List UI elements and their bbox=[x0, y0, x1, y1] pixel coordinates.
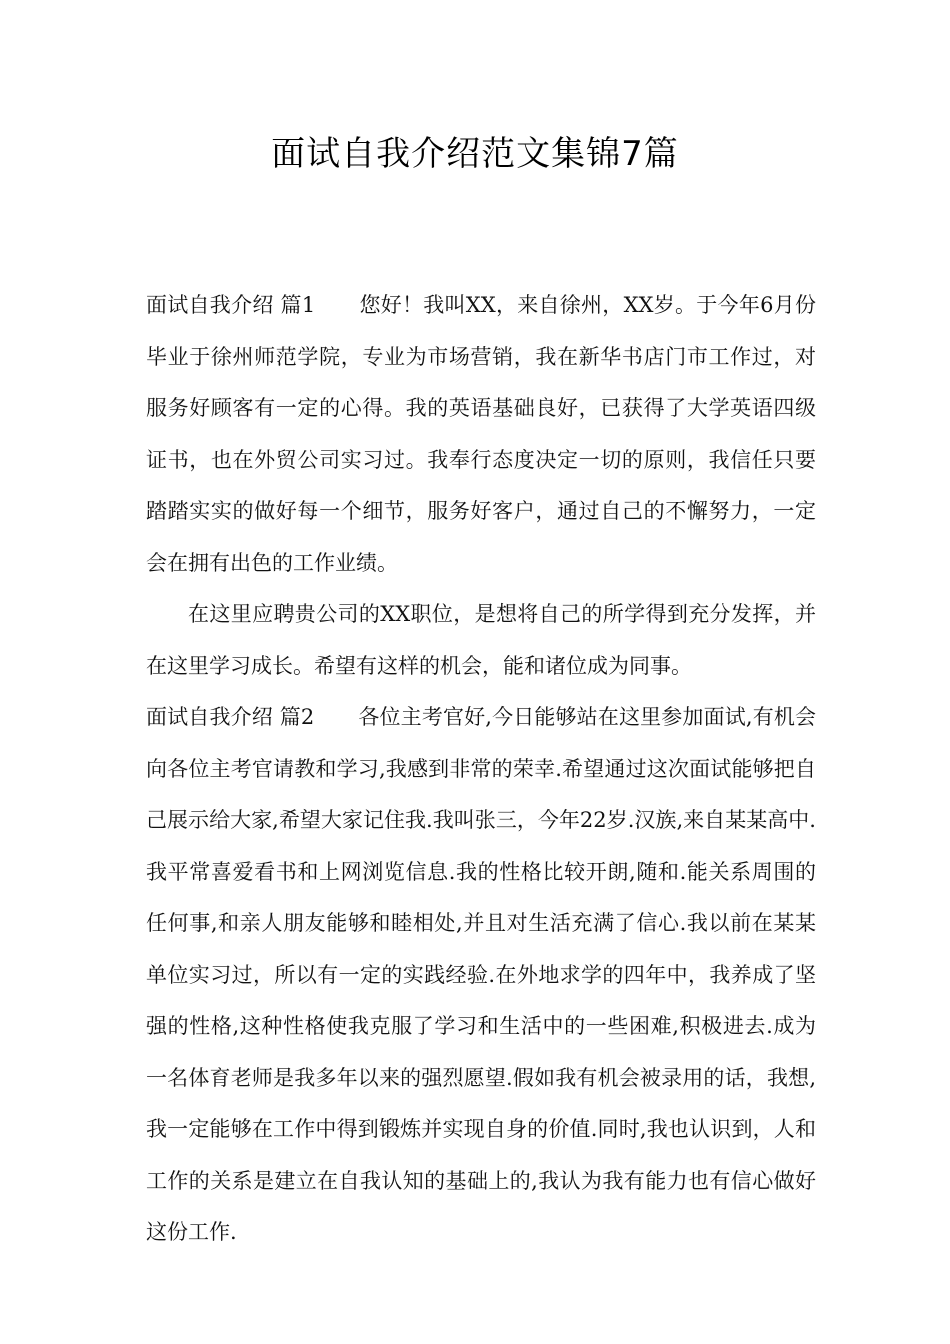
section-1-heading: 面试自我介绍 篇1 bbox=[146, 293, 316, 317]
document-title: 面试自我介绍范文集锦7篇 bbox=[271, 134, 679, 174]
section-1-paragraph-1: 您好！我叫XX，来自徐州，XX岁。于今年6月份毕业于徐州师范学院，专业为市场营销，我在新华书店门市工作过，对服务好顾客有一定的心得。我的英语基础良好，已获得了大学英语四级证书，也在外贸公司实习过。我奉行态度决定一切的原则，我信任只要踏踏实实的做好每一个细节，服务好客户，通过自己的不懈努力，一定会在拥有出色的工作业绩。 bbox=[146, 293, 816, 575]
section-2-heading: 面试自我介绍 篇2 bbox=[146, 705, 315, 729]
section-2-paragraph-1: 各位主考官好,今日能够站在这里参加面试,有机会向各位主考官请教和学习,我感到非常的荣幸.希望通过这次面试能够把自己展示给大家,希望大家记住我.我叫张三，今年22岁.汉族,来自某某高中.我平常喜爱看书和上网浏览信息.我的性格比较开朗,随和.能关系周围的任何事,和亲人朋友能够和睦相处,并且对生活充满了信心.我以前在某某单位实习过，所以有一定的实践经验.在外地求学的四年中，我养成了坚强的性格,这种性格使我克服了学习和生活中的一些困难,积极进去.成为一名体育老师是我多年以来的强烈愿望.假如我有机会被录用的话，我想,我一定能够在工作中得到锻炼并实现自身的价值.同时,我也认识到，人和工作的关系是建立在自我认知的基础上的,我认为我有能力也有信心做好这份工作. bbox=[146, 705, 816, 1244]
section-2-first-paragraph bbox=[146, 692, 816, 1259]
section-1-first-paragraph bbox=[146, 280, 816, 589]
document-body bbox=[146, 280, 816, 1259]
section-1-paragraph-2: 在这里应聘贵公司的XX职位，是想将自己的所学得到充分发挥，并在这里学习成长。希望有这样的机会，能和诸位成为同事。 bbox=[146, 602, 816, 678]
